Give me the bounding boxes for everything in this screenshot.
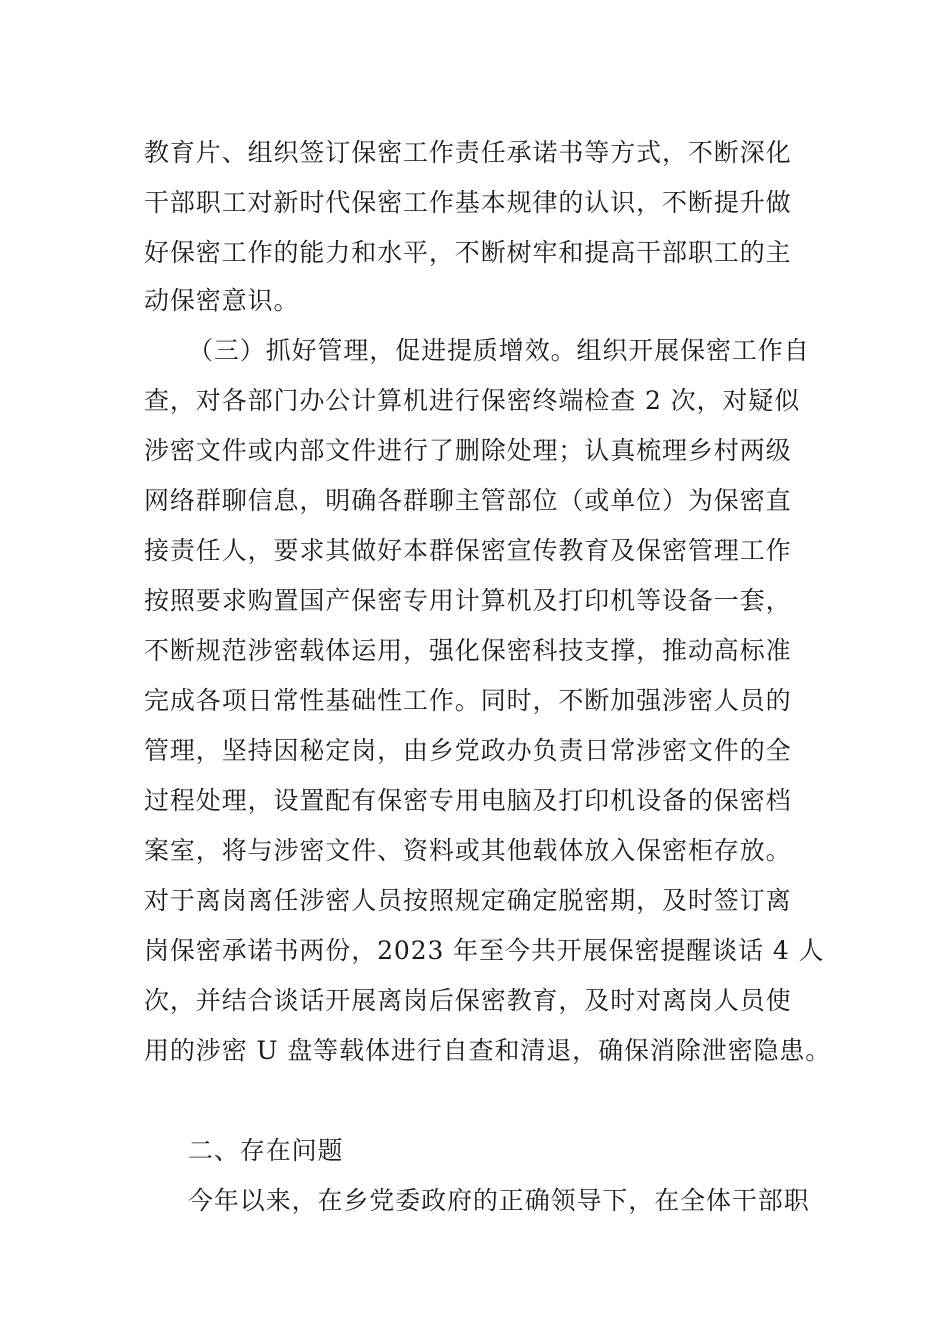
paragraph-line: 查，对各部门办公计算机进行保密终端检查 2 次，对疑似 bbox=[144, 386, 801, 415]
paragraph-line: 动保密意识。 bbox=[144, 286, 300, 315]
section-heading-line: （三）抓好管理，促进提质增效。组织开展保密工作自 bbox=[188, 336, 810, 365]
paragraph-line: 完成各项日常性基础性工作。同时，不断加强涉密人员的 bbox=[144, 686, 792, 715]
paragraph-line: 用的涉密 U 盘等载体进行自查和清退，确保消除泄密隐患。 bbox=[144, 1036, 832, 1065]
paragraph-line: 过程处理，设置配有保密专用电脑及打印机设备的保密档 bbox=[144, 786, 792, 815]
paragraph-line: 管理，坚持因秘定岗，由乡党政办负责日常涉密文件的全 bbox=[144, 736, 792, 765]
paragraph-line: 对于离岗离任涉密人员按照规定确定脱密期，及时签订离 bbox=[144, 886, 792, 915]
paragraph-line: 教育片、组织签订保密工作责任承诺书等方式，不断深化 bbox=[144, 138, 792, 167]
paragraph-line: 按照要求购置国产保密专用计算机及打印机等设备一套， bbox=[144, 586, 792, 615]
paragraph-line: 案室，将与涉密文件、资料或其他载体放入保密柜存放。 bbox=[144, 836, 792, 865]
paragraph-line: 干部职工对新时代保密工作基本规律的认识，不断提升做 bbox=[144, 188, 792, 217]
paragraph-line: 网络群聊信息，明确各群聊主管部位（或单位）为保密直 bbox=[144, 486, 792, 515]
paragraph-line: 今年以来，在乡党委政府的正确领导下，在全体干部职 bbox=[188, 1186, 810, 1215]
paragraph-line: 涉密文件或内部文件进行了删除处理；认真梳理乡村两级 bbox=[144, 436, 792, 465]
paragraph-line: 接责任人，要求其做好本群保密宣传教育及保密管理工作 bbox=[144, 536, 792, 565]
section-heading: 二、存在问题 bbox=[188, 1136, 344, 1165]
paragraph-line: 不断规范涉密载体运用，强化保密科技支撑，推动高标准 bbox=[144, 636, 792, 665]
paragraph-line: 好保密工作的能力和水平，不断树牢和提高干部职工的主 bbox=[144, 238, 792, 267]
paragraph-line: 次，并结合谈话开展离岗后保密教育，及时对离岗人员使 bbox=[144, 986, 792, 1015]
paragraph-line: 岗保密承诺书两份，2023 年至今共开展保密提醒谈话 4 人 bbox=[144, 936, 825, 965]
